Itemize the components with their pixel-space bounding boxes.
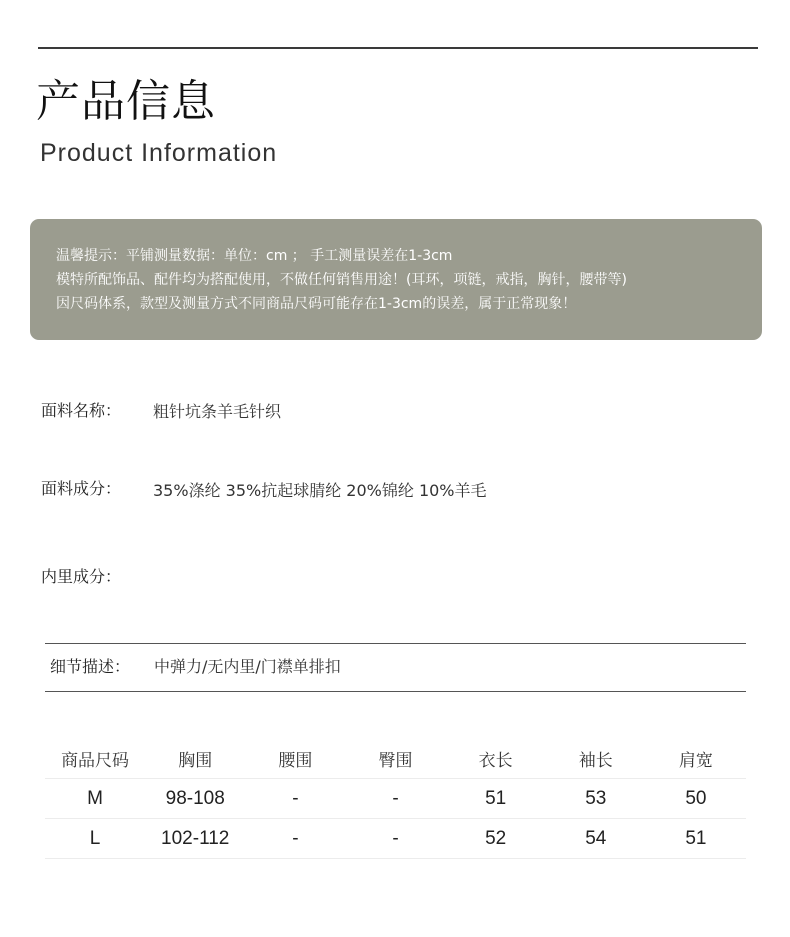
table-cell: 51 (446, 779, 546, 819)
header-cell-waist: 腰围 (278, 750, 313, 771)
fabric-composition-value: 35%涤纶 35%抗起球腈纶 20%锦纶 10%羊毛 (153, 481, 487, 500)
detail-value: 中弹力/无内里/门襟单排扣 (154, 657, 341, 676)
header-cell-chest: 胸围 (178, 750, 213, 771)
detail-label: 细节描述： (50, 657, 131, 676)
table-cell: M (45, 779, 145, 819)
size-table (45, 738, 746, 859)
table-cell: L (45, 819, 145, 859)
header-cell-shoulder: 肩宽 (678, 750, 713, 771)
notice-line: 因尺码体系，款型及测量方式不同商品尺码可能存在1-3cm的误差，属于正常现象！ (56, 296, 577, 312)
fabric-name-label: 面料名称： (41, 401, 122, 420)
lining-composition-label: 内里成分： (41, 567, 122, 586)
table-cell: 98-108 (145, 779, 245, 819)
table-cell: 54 (546, 819, 646, 859)
table-cell: 51 (646, 819, 746, 859)
table-cell: - (245, 779, 345, 819)
notice-line: 温馨提示：平铺测量数据：单位：cm ； 手工测量误差在1-3cm (56, 248, 453, 264)
table-cell: - (245, 819, 345, 859)
notice-line: 模特所配饰品、配件均为搭配使用，不做任何销售用途！(耳环，项链，戒指，胸针，腰带等) (56, 272, 627, 288)
table-row (45, 779, 746, 819)
header-cell-hip: 臀围 (378, 750, 413, 771)
page-title: 产品信息 (36, 76, 216, 127)
page-subtitle: Product Information (40, 139, 278, 167)
table-cell: 52 (446, 819, 546, 859)
size-table-header-row (45, 738, 746, 779)
detail-top-divider (45, 643, 746, 644)
fabric-name-value: 粗针坑条羊毛针织 (153, 402, 282, 421)
notice-box (30, 219, 762, 340)
top-divider (38, 47, 758, 49)
table-cell: - (345, 779, 445, 819)
header-cell-length: 衣长 (478, 750, 513, 771)
table-cell: - (345, 819, 445, 859)
fabric-composition-label: 面料成分： (41, 479, 122, 498)
table-cell: 102-112 (145, 819, 245, 859)
table-cell: 53 (546, 779, 646, 819)
table-cell: 50 (646, 779, 746, 819)
header-cell-sleeve: 袖长 (578, 750, 613, 771)
table-row (45, 819, 746, 859)
detail-bottom-divider (45, 691, 746, 692)
header-cell-size: 商品尺码 (61, 750, 130, 771)
